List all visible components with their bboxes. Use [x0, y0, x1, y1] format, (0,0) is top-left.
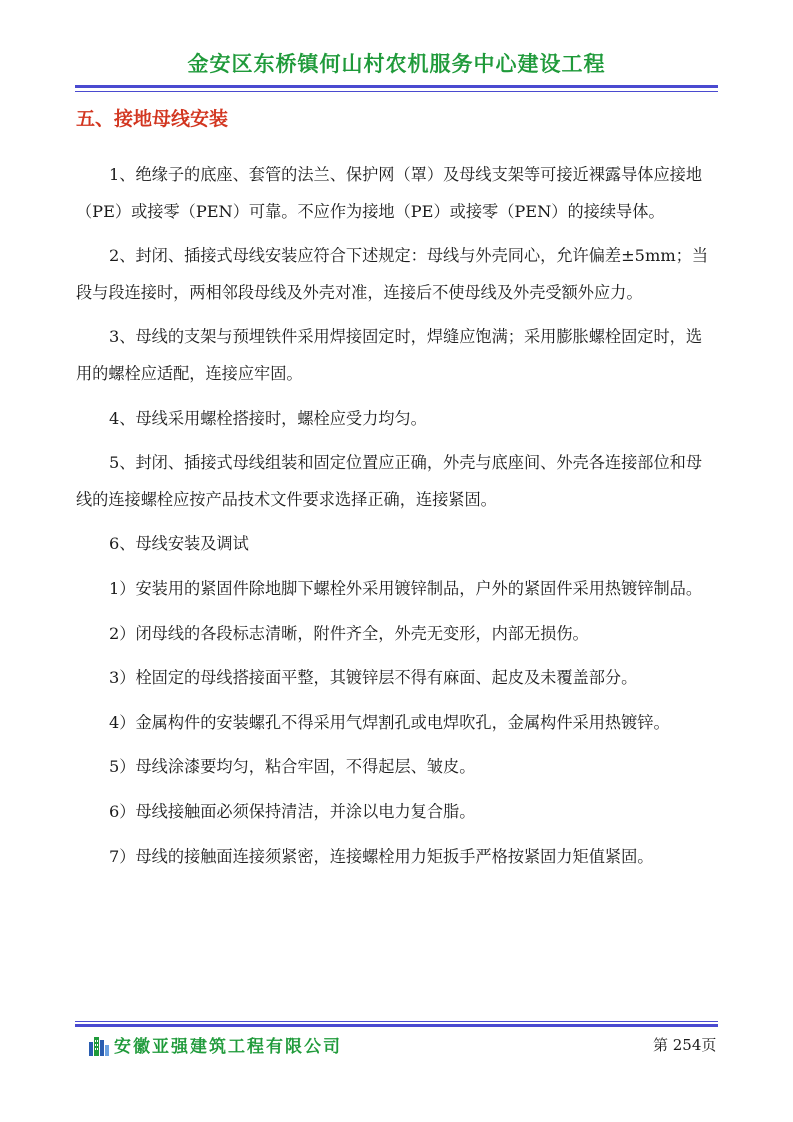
document-header-title: 金安区东桥镇何山村农机服务中心建设工程	[187, 52, 606, 76]
footer-rule-thick	[75, 1024, 718, 1027]
paragraph-6-4: 4）金属构件的安装螺孔不得采用气焊割孔或电焊吹孔，金属构件采用热镀锌。	[109, 712, 670, 732]
paragraph-6-5: 5）母线涂漆要均匀，粘合牢固，不得起层、皱皮。	[109, 757, 476, 777]
footer-rule-thin	[75, 1021, 718, 1022]
body-text	[76, 157, 718, 883]
paragraph-6-2: 2）闭母线的各段标志清晰，附件齐全，外壳无变形，内部无损伤。	[109, 623, 589, 643]
paragraph-4: 4、母线采用螺栓搭接时，螺栓应受力均匀。	[109, 408, 427, 428]
paragraph-6-7: 7）母线的接触面连接须紧密，连接螺栓用力矩扳手严格按紧固力矩值紧固。	[109, 846, 654, 866]
page-number: 第 254页	[653, 1036, 717, 1054]
section-heading: 五、接地母线安装	[76, 108, 229, 130]
paragraph-6-3: 3）栓固定的母线搭接面平整，其镀锌层不得有麻面、起皮及未覆盖部分。	[109, 668, 638, 688]
paragraph-5: 5、封闭、插接式母线组装和固定位置应正确，外壳与底座间、外壳各连接部位和母线的连接螺栓应按产品技术文件要求选择正确，连接紧固。	[76, 453, 703, 509]
paragraph-6: 6、母线安装及调试	[109, 534, 249, 554]
footer-company-name: 安徽亚强建筑工程有限公司	[114, 1037, 342, 1057]
header-rule-thick	[75, 85, 718, 88]
paragraph-6-6: 6）母线接触面必须保持清洁，并涂以电力复合脂。	[109, 801, 476, 821]
paragraph-6-1: 1）安装用的紧固件除地脚下螺栓外采用镀锌制品，户外的紧固件采用热镀锌制品。	[109, 578, 703, 598]
paragraph-1: 1、绝缘子的底座、套管的法兰、保护网（罩）及母线支架等可接近裸露导体应接地（PE）或接零（PEN）可靠。不应作为接地（PE）或接零（PEN）的接续导体。	[76, 165, 703, 221]
paragraph-3: 3、母线的支架与预埋铁件采用焊接固定时，焊缝应饱满；采用膨胀螺栓固定时，选用的螺栓应适配，连接应牢固。	[76, 327, 703, 383]
header-rule-thin	[75, 91, 718, 92]
building-logo-icon	[88, 1034, 110, 1056]
paragraph-2: 2、封闭、插接式母线安装应符合下述规定：母线与外壳同心，允许偏差±5mm；当段与段连接时，两相邻段母线及外壳对准，连接后不使母线及外壳受额外应力。	[76, 246, 709, 302]
